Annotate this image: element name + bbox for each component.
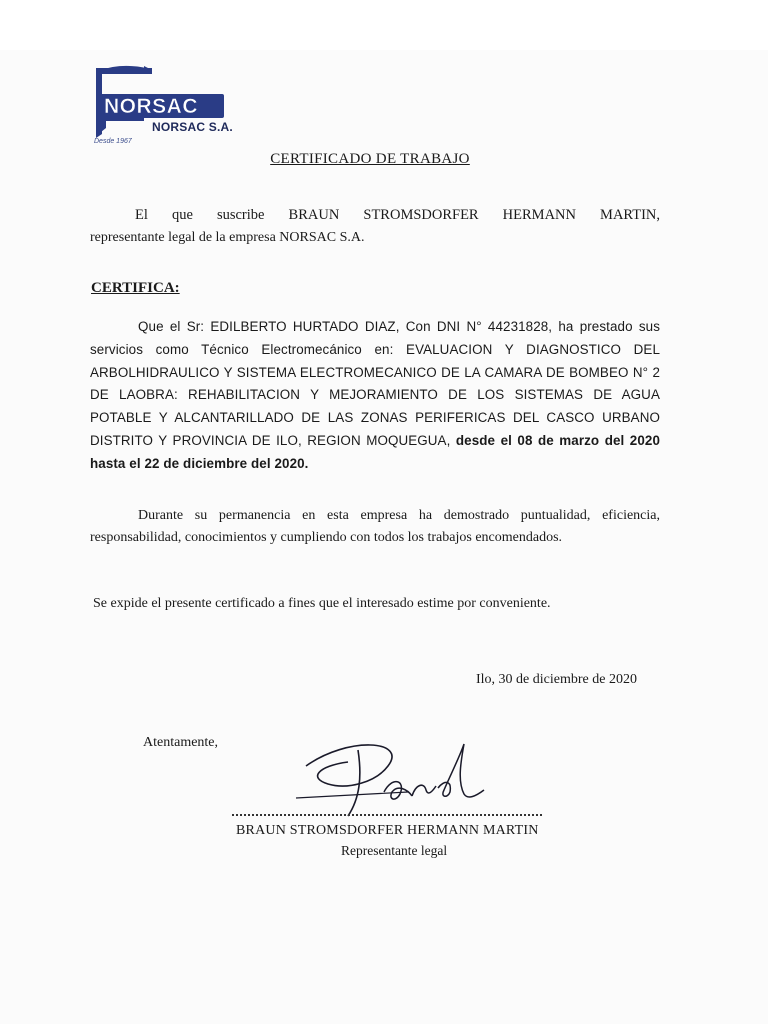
svg-text:NORSAC: NORSAC [104,95,199,118]
signature-icon [288,736,498,826]
signer-name: BRAUN STROMSDORFER HERMANN MARTIN [236,823,539,838]
issue-date: Ilo, 30 de diciembre de 2020 [476,672,637,687]
intro-line-1: El que suscribe BRAUN STROMSDORFER HERMANN MARTIN, [135,207,660,223]
logo-company-name: NORSAC S.A. [152,120,233,134]
main-paragraph-text: Que el Sr: EDILBERTO HURTADO DIAZ, Con DNI N° 44231828, ha prestado sus servicios como Técnico Electromecánico en: EVALUACION Y DIAGNOSTICO DEL ARBOLHIDRAULICO Y SISTEMA ELECTROMECANICO DE LA CAMARA DE BOMBEO N° 2 DE LAOBRA: REHABILITACION Y MEJORAMIENTO DE LOS SISTEMAS DE AGUA POTABLE Y ALCANTARILLADO DE LAS ZONAS PERIFERICAS DEL CASCO URBANO DISTRITO Y PROVINCIA DE ILO, REGION MOQUEGUA, [90,319,660,448]
intro-line-2: representante legal de la empresa NORSAC S.A. [90,229,365,245]
signature-line [232,814,542,816]
closing-text: Atentamente, [143,735,219,750]
signer-role: Representante legal [341,843,448,858]
main-paragraph-dates: desde el 08 de marzo del 2020 hasta el 22 de diciembre del 2020. [90,432,661,471]
durante-paragraph-text: Durante su permanencia en esta empresa ha demostrado puntualidad, eficiencia, responsabilidad, conocimientos y cumpliendo con todos los trabajos encomendados. [90,508,660,545]
durante-paragraph [90,505,660,549]
expide-sentence: Se expide el presente certificado a fines que el interesado estime por conveniente. [93,596,551,611]
handwritten-signature [288,736,498,826]
document-title: CERTIFICADO DE TRABAJO [270,151,470,167]
main-paragraph [90,316,660,476]
certifica-heading: CERTIFICA: [91,280,180,296]
intro-paragraph [90,205,660,248]
logo-since: Desde 1967 [94,138,132,145]
